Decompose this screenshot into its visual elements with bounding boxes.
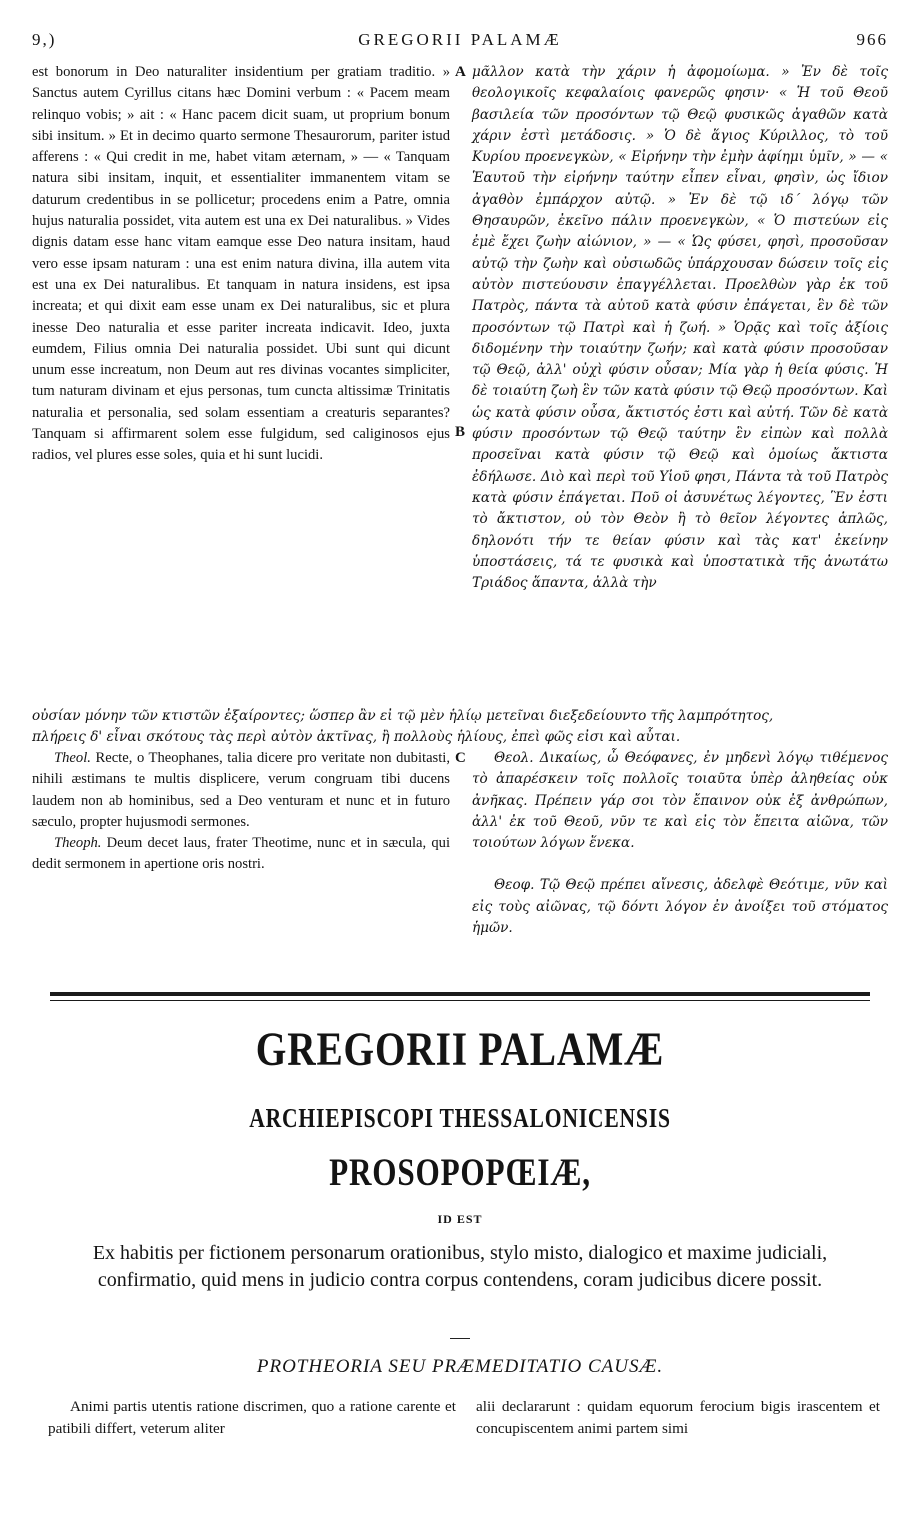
greek-column-top [472, 62, 888, 594]
greek-theoph-paragraph [472, 875, 888, 939]
title-dash [450, 1338, 470, 1339]
bottom-column-right [476, 1396, 880, 1440]
running-title: GREGORII PALAMÆ [358, 30, 562, 49]
bottom-left-text: Animi partis utentis ratione discrimen, quo a ratione carente et patibili differt, veterum aliter [48, 1398, 456, 1437]
speaker-theol: Theol. [54, 750, 91, 766]
protheoria-heading: PROTHEORIA SEU PRÆMEDITATIO CAUSÆ. [256, 1356, 664, 1377]
latin-theol-text: Recte, o Theophanes, talia dicere pro veritate non dubitasti, nihili æstimans te multis displicere, verum congruam tibi ducens laudem non ab hominibus, sed a Deo venturam et nunc et in futuro sæculo, propter hujusmodi sermones. [32, 750, 450, 830]
greek-paragraph: μᾶλλον κατὰ τὴν χάριν ἡ ἀφομοίωμα. » Ἐν δὲ τοῖς θεολογικοῖς κεφαλαίοις φανερῶς φησιν· « Ἡ τοῦ Θεοῦ βασιλεία τῶν προσόντων τῷ Θεῷ φυσικῶς ἀγαθῶν κατὰ χάριν ἐστὶ μετάδοσις. » Ὁ δὲ ἅγιος Κύριλλος, τὸ τοῦ Κυρίου προενεγκὼν, « Εἰρήνην τὴν ἐμὴν ἀφίημι ὑμῖν, » — « Ἑαυτοῦ τὴν εἰρήνην ταύτην εἶπεν εἶναι, φησὶν, ὡς ἴδιον ἀγαθὸν ἐμπάρχον αὐτῷ. » Ἐν δὲ τῷ ιδ´ λόγῳ τῶν Θησαυρῶν, ἐκεῖνο πάλιν προενεγκὼν, « Ὁ πιστεύων εἰς ἐμὲ ἔχει ζωὴν αἰώνιον, » — « Ὡς φύσει, φησὶ, προσοῦσαν αὐτῷ τὴν ζωὴν καὶ οὐσιωδῶς ὑπάρχουσαν δώσειν τοῖς εἰς αὐτὸν πιστεύουσιν ἐπαγγέλλεται. Προελθὼν γὰρ ἐκ τοῦ Πατρὸς, πάντα τὰ αὐτοῦ κατὰ φύσιν ἐπάγεται, ἓν δὲ τῶν προσόντων τῷ Πατρὶ καὶ ἡ ζωή. » Ὁρᾷς καὶ τοῖς ἀξίοις διδομένην τὴν τοιαύτην ζωήν; καὶ κατὰ φύσιν προσοῦσαν τῷ Θεῷ, ἀλλ' οὐχὶ φύσιν οὖσαν; Μία γὰρ ἡ θεία φύσις. Ἡ δὲ τοιαύτη ζωὴ ἓν τῶν κατὰ φύσιν τῷ Θεῷ προσόντων. Καὶ ὡς κατὰ φύσιν οὖσα, ἄκτιστός ἐστι καὶ αὐτή. Τῶν δὲ κατὰ φύσιν προσόντων τῷ Θεῷ ταύτην ἓν εἰπὼν καὶ πολλὰ προσεῖναι κατὰ φύσιν τῷ Θεῷ καὶ ὁμοίως ἄκτιστα ἐδήλωσε. Διὸ καὶ περὶ τοῦ Υἱοῦ φησι, Πάντα τὰ τοῦ Πατρὸς κατὰ φύσιν ἐπάγεται. Ποῦ οἱ ἀσυνέτως λέγοντες, Ἓν ἐστι τὸ ἄκτιστον, οὐ τὸν Θεὸν ἢ τὸ θεῖον λέγοντες ἁπλῶς, δηλονότι τήν τε θείαν φύσιν καὶ τὰς κατ' ἐκείνην ὑποστάσεις, τά τε φυσικὰ καὶ ὑποστατικὰ τῆς ἀνωτάτω Τριάδος ἅπαντα, ἀλλὰ τὴν [472, 64, 888, 592]
speaker-theoph: Theoph. [54, 835, 102, 852]
greek-theol-paragraph [472, 748, 888, 854]
running-header [32, 30, 888, 56]
latin-column-dialogue [32, 748, 450, 876]
greek-theoph-text: Τῷ Θεῷ πρέπει αἴνεσις, ἀδελφὲ Θεότιμε, νῦν καὶ εἰς τοὺς αἰῶνας, τῷ δόντι λόγον ἐν ἀνοίξει τοῦ στόματος ἡμῶν. [472, 877, 888, 937]
section-marker-b: B [455, 424, 466, 440]
separator-rule-thick [50, 992, 870, 996]
bottom-column-left [48, 1396, 456, 1440]
latin-theoph-paragraph [32, 833, 450, 876]
bottom-right-text: alii declararunt : quidam equorum ferocium bigis irascentem et concupiscentem animi partem simi [476, 1398, 880, 1437]
greek-line-1: οὐσίαν μόνην τῶν κτιστῶν ἐξαίροντες; ὥσπερ ἂν εἰ τῷ μὲν ἡλίῳ μετεῖναι διεξεδείουντο τῆς λαμπρότητος, [32, 708, 774, 724]
latin-theol-paragraph [32, 748, 450, 833]
page-number-left: 9,) [32, 30, 57, 49]
latin-paragraph: est bonorum in Deo naturaliter insidentium per gratiam traditio. » Sanctus autem Cyrillus citans hæc Domini verbum : « Pacem meam relinquo vobis; » ait : « Hanc pacem dicit suam, ut proprium bonum sibi insitum. » Et in decimo quarto sermone Thesaurorum, pariter istud afferens : « Qui credit in me, habet vitam æternam, » — « Tanquam natura sibi insitam, inquit, et essentialiter immanentem vitam se daturum credentibus in se pollicetur; procedens enim a Patre, omnia hujus naturalia possidet, vita autem est una ex Dei naturalibus. » Vides dignis datam esse hanc vitam eamque esse Deo natura insitam, haud vero esse ipsam naturam : una est enim natura divina, illa autem vita est una ex Dei naturalibus. Et tanquam in natura insidens, est ipsa increata; et qui dixit eam esse unam ex Dei naturalibus, sic et plura inesse Deo naturalia et esse pariter increata indicavit. Ideo, juxta eumdem, Filius omnia Dei naturalia possidet. Ubi sunt qui dicunt unum esse increatum, non Deum aut res divinas vocantes simpliciter, tum naturam divinam et ejus personas, tum cuncta altissimæ Trinitatis naturalia et personalia, sed solam essentiam a creaturis separantes? Tanquam si affirmarent solem esse fulgidum, sed caliginosos ejus radios, vel plures esse soles, quia et hi sunt lucidi. [32, 64, 450, 464]
separator-rule-thin [50, 1000, 870, 1001]
greek-line-2: πλήρεις δ' εἶναι σκότους τὰς περὶ αὐτὸν ἀκτῖνας, ἢ πολλοὺς ἡλίους, ἐπεὶ φῶς εἰσι καὶ αὗται. [32, 729, 681, 746]
greek-theol-text: Δικαίως, ὦ Θεόφανες, ἐν μηδενὶ λόγῳ τιθέμενος τὸ ἀπαρέσκειν τοῖς πολλοῖς τοιαῦτα ὑπὲρ ἀληθείας οὐκ ἀνῆκας. Πρέπειν γάρ σοι τὸν ἔπαινον οὐκ ἐξ ἀνθρώπων, ἀλλ' ἐκ τοῦ Θεοῦ, νῦν τε καὶ εἰς τὸν ἔπειτα αἰῶνα, τῶν τοιούτων λόγων ἕνεκα. [472, 750, 888, 852]
title-id-est: ID EST [437, 1212, 483, 1226]
page-number-right: 966 [856, 30, 888, 49]
latin-theoph-text: Deum decet laus, frater Theotime, nunc et in sæcula, qui dedit sermonem in apertione oris nostri. [32, 835, 450, 873]
section-marker-a: A [455, 64, 466, 80]
title-description: Ex habitis per fictionem personarum orationibus, stylo misto, dialogico et maxime judiciali, confirmatio, quid mens in judicio contra corpus contendens, coram judicibus dicere possit. [92, 1242, 828, 1291]
speaker-theoph-greek: Θεοφ. [494, 877, 535, 894]
title-main: GREGORII PALAMÆ [255, 1023, 665, 1076]
section-marker-c: C [455, 750, 466, 766]
latin-column-top [32, 62, 450, 467]
greek-column-dialogue [472, 748, 888, 939]
title-subtitle-2: PROSOPOPŒIÆ, [329, 1151, 591, 1194]
speaker-theol-greek: Θεολ. [494, 750, 534, 766]
title-subtitle-1: ARCHIEPISCOPI THESSALONICENSIS [249, 1103, 671, 1133]
greek-full-width [32, 706, 888, 749]
